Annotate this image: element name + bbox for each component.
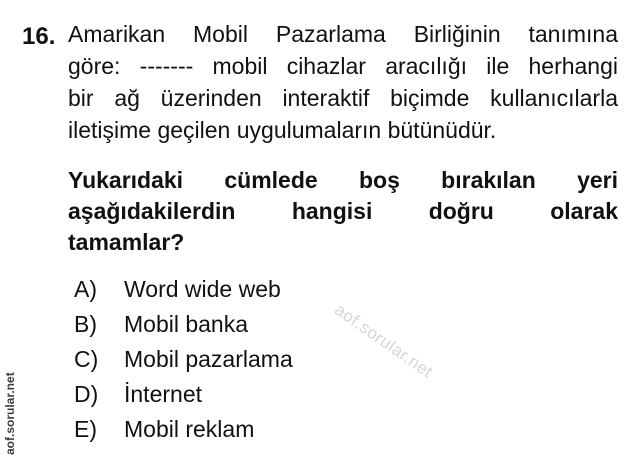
stem-line: Amarikan Mobil Pazarlama Birliğinin tanımına (68, 21, 618, 47)
option-letter: D) (74, 381, 99, 407)
prompt-line: aşağıdakilerdin hangisi doğru olarak (68, 198, 618, 224)
option-letter: C) (74, 346, 99, 372)
option-text: İnternet (124, 381, 202, 407)
option-letter: B) (74, 311, 97, 337)
question-prompt (68, 165, 618, 258)
option-d[interactable] (74, 377, 293, 412)
option-b[interactable] (74, 307, 293, 342)
prompt-line: Yukarıdaki cümlede boş bırakılan yeri (68, 167, 618, 193)
option-text: Mobil pazarlama (124, 346, 293, 372)
stem-line: bir ağ üzerinden interaktif biçimde kullanıcılarla (68, 85, 618, 111)
side-watermark: aof.sorular.net (3, 372, 17, 455)
question-stem (68, 18, 618, 146)
option-text: Word wide web (124, 276, 281, 302)
question-number: 16. (22, 23, 56, 50)
stem-line: iletişime geçilen uygulumaların bütünüdür. (68, 117, 497, 143)
prompt-line: tamamlar? (68, 229, 185, 255)
stem-line: göre: ------- mobil cihazlar aracılığı ile herhangi (68, 53, 618, 79)
diagonal-watermark: aof.sorular.net (331, 300, 437, 382)
option-letter: E) (74, 416, 97, 442)
option-c[interactable] (74, 342, 293, 377)
option-text: Mobil reklam (124, 416, 255, 442)
option-e[interactable] (74, 412, 293, 447)
option-a[interactable] (74, 272, 293, 307)
option-letter: A) (74, 276, 97, 302)
answer-options (74, 272, 293, 447)
option-text: Mobil banka (124, 311, 249, 337)
